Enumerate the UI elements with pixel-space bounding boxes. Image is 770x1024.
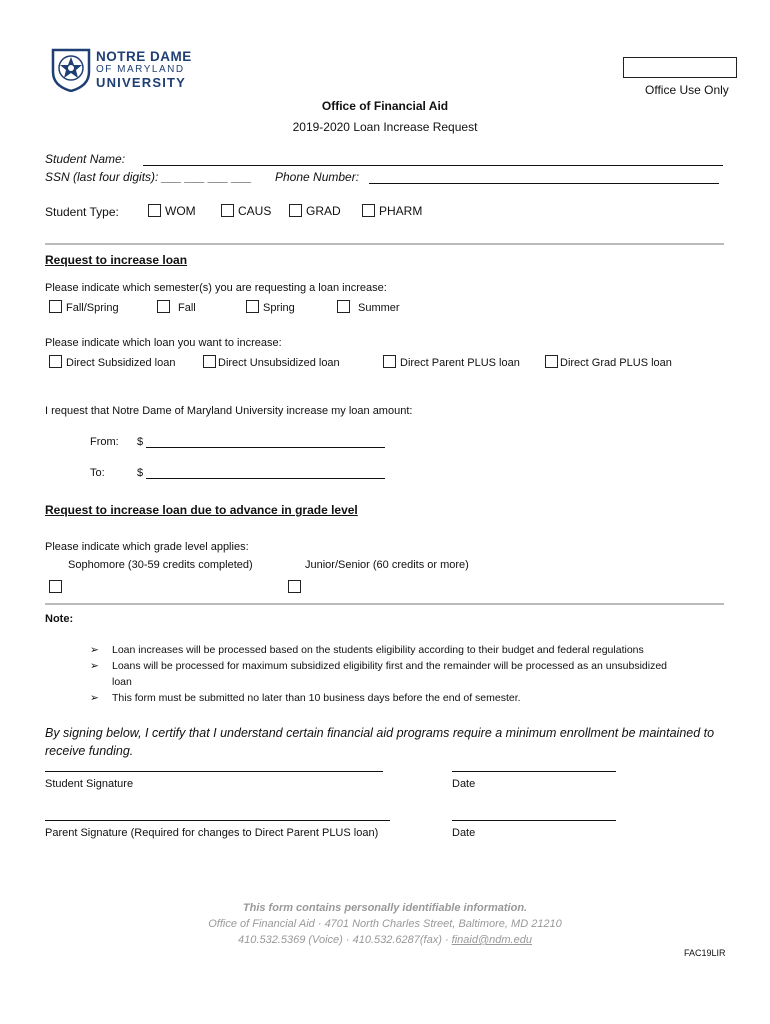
- note-item-1-text: Loan increases will be processed based on the students eligibility according to their budget and federal regulations: [112, 644, 644, 656]
- loan-unsubsidized-label: Direct Unsubsidized loan: [218, 357, 340, 369]
- office-use-label: Office Use Only: [645, 83, 729, 97]
- semester-summer-checkbox[interactable]: [337, 300, 400, 314]
- student-date-label: Date: [452, 778, 476, 790]
- to-amount-field[interactable]: [146, 478, 385, 479]
- footer-pii-notice: This form contains personally identifiable information.: [242, 902, 528, 914]
- student-signature-label: Student Signature: [45, 778, 134, 790]
- parent-date-label: Date: [452, 827, 476, 839]
- semester-spring-checkbox[interactable]: [246, 300, 295, 314]
- phone-field[interactable]: [369, 183, 719, 184]
- note-item-2: [90, 660, 667, 672]
- to-currency: $: [137, 467, 144, 479]
- grade-prompt: Please indicate which grade level applies:: [45, 541, 249, 553]
- parent-signature-field[interactable]: [45, 820, 390, 821]
- type-pharm-label: PHARM: [379, 204, 423, 218]
- student-type-label: Student Type:: [45, 205, 119, 219]
- note-item-3-text: This form must be submitted no later than 10 business days before the end of semester.: [112, 692, 521, 704]
- type-caus-checkbox[interactable]: [221, 204, 271, 218]
- note-label: Note:: [45, 613, 74, 625]
- seal-icon: [50, 46, 92, 92]
- semester-fall-label: Fall: [178, 302, 196, 314]
- loan-unsubsidized-checkbox[interactable]: [203, 355, 340, 369]
- type-caus-label: CAUS: [238, 204, 272, 218]
- phone-label: Phone Number:: [275, 170, 360, 184]
- logo-text-line1: NOTRE DAME: [96, 49, 192, 64]
- semester-prompt: Please indicate which semester(s) you are requesting a loan increase:: [45, 282, 387, 294]
- parent-date-field[interactable]: [452, 820, 616, 821]
- form-subtitle: 2019-2020 Loan Increase Request: [292, 120, 478, 134]
- semester-fall-checkbox[interactable]: [157, 300, 196, 314]
- semester-summer-label: Summer: [358, 302, 400, 314]
- loan-grad-plus-label: Direct Grad PLUS loan: [560, 357, 672, 369]
- amount-prompt: I request that Notre Dame of Maryland University increase my loan amount:: [45, 405, 413, 417]
- from-label: From:: [90, 436, 119, 448]
- ssn-label[interactable]: SSN (last four digits): ___ ___ ___ ___: [45, 170, 252, 184]
- type-grad-label: GRAD: [306, 204, 341, 218]
- note-item-3: [90, 692, 521, 704]
- arrow-bullet-icon: ➢: [90, 660, 99, 672]
- type-grad-checkbox[interactable]: [289, 204, 341, 218]
- loan-grad-plus-checkbox[interactable]: [545, 355, 672, 369]
- logo-text-line3: UNIVERSITY: [96, 75, 187, 90]
- section1-heading: Request to increase loan: [45, 253, 188, 267]
- student-name-label: Student Name:: [45, 152, 126, 166]
- student-date-field[interactable]: [452, 771, 616, 772]
- section2-heading: Request to increase loan due to advance in grade level: [45, 503, 358, 517]
- logo-text-line2: OF MARYLAND: [96, 64, 185, 75]
- note-item-1: [90, 644, 644, 656]
- type-wom-checkbox[interactable]: [148, 204, 196, 218]
- footer-phone-fax: 410.532.5369 (Voice) · 410.532.6287(fax) ·: [238, 934, 452, 946]
- footer-email-link[interactable]: finaid@ndm.edu: [451, 934, 532, 946]
- student-signature-field[interactable]: [45, 771, 383, 772]
- note-item-2-cont: loan: [112, 676, 132, 688]
- loan-parent-plus-checkbox[interactable]: [383, 355, 520, 369]
- footer-contact: [0, 934, 770, 946]
- divider-1: [45, 243, 724, 245]
- semester-spring-label: Spring: [263, 302, 295, 314]
- form-code: FAC19LIR: [684, 948, 726, 958]
- footer-address: Office of Financial Aid · 4701 North Charles Street, Baltimore, MD 21210: [208, 918, 562, 930]
- grade-sophomore-label: Sophomore (30-59 credits completed): [68, 559, 253, 571]
- semester-fall-spring-label: Fall/Spring: [66, 302, 119, 314]
- loan-subsidized-checkbox[interactable]: [49, 355, 175, 369]
- note-item-2-text: Loans will be processed for maximum subsidized eligibility first and the remainder will be processed as an unsubsidized: [112, 660, 668, 672]
- loan-parent-plus-label: Direct Parent PLUS loan: [400, 357, 520, 369]
- arrow-bullet-icon: ➢: [90, 644, 99, 656]
- parent-signature-label: Parent Signature (Required for changes to Direct Parent PLUS loan): [45, 827, 379, 839]
- type-pharm-checkbox[interactable]: [362, 204, 422, 218]
- grade-sophomore-checkbox[interactable]: [49, 580, 66, 594]
- certification-text: By signing below, I certify that I understand certain financial aid programs require a minimum enrollment be maintained to receive funding.: [45, 726, 715, 758]
- to-label: To:: [90, 467, 105, 479]
- semester-fall-spring-checkbox[interactable]: [49, 300, 119, 314]
- university-logo: [50, 46, 200, 96]
- grade-junior-senior-checkbox[interactable]: [288, 580, 305, 594]
- grade-junior-senior-label: Junior/Senior (60 credits or more): [305, 559, 469, 571]
- arrow-bullet-icon: ➢: [90, 692, 99, 704]
- divider-2: [45, 603, 724, 605]
- form-title: Office of Financial Aid: [321, 99, 449, 113]
- loan-subsidized-label: Direct Subsidized loan: [66, 357, 176, 369]
- student-name-field[interactable]: [143, 165, 723, 166]
- office-use-box[interactable]: [623, 57, 737, 78]
- type-wom-label: WOM: [165, 204, 196, 218]
- from-currency: $: [137, 436, 144, 448]
- from-amount-field[interactable]: [146, 447, 385, 448]
- loan-prompt: Please indicate which loan you want to increase:: [45, 337, 282, 349]
